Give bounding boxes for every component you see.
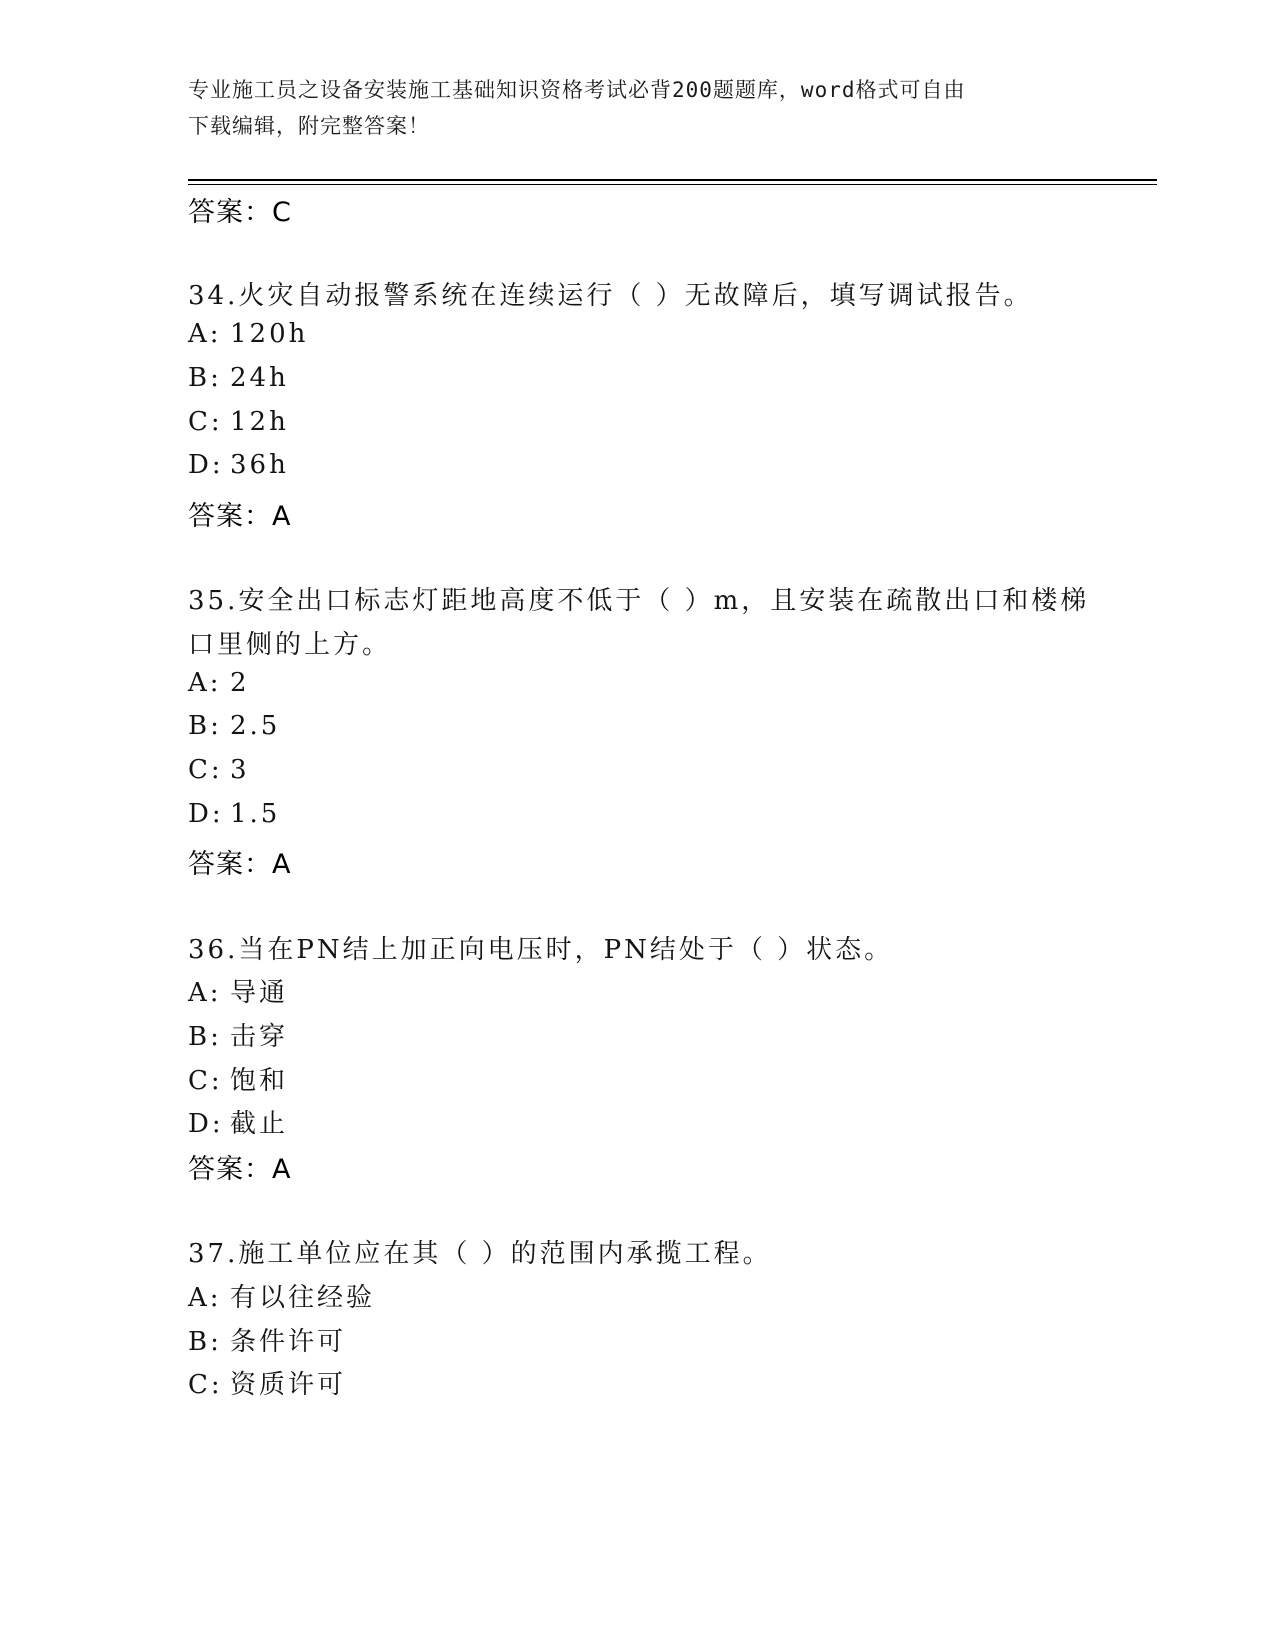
question-35-option-a: A: 2 bbox=[188, 668, 250, 698]
header-rule-thin bbox=[188, 184, 1157, 185]
question-35-stem-line-1: 35.安全出口标志灯距地高度不低于（ ）m，且安装在疏散出口和楼梯 bbox=[188, 586, 1090, 616]
question-34-option-b: B: 24h bbox=[188, 363, 289, 393]
question-36-stem: 36.当在PN结上加正向电压时，PN结处于（ ）状态。 bbox=[188, 935, 894, 965]
question-36-option-c: C: 饱和 bbox=[188, 1066, 289, 1096]
question-35-option-b: B: 2.5 bbox=[188, 711, 281, 741]
question-35-option-c: C: 3 bbox=[188, 755, 250, 785]
question-36-option-d: D: 截止 bbox=[188, 1109, 289, 1139]
question-34-stem: 34.火灾自动报警系统在连续运行（ ）无故障后，填写调试报告。 bbox=[188, 281, 1033, 311]
previous-answer: 答案：C bbox=[188, 197, 292, 228]
question-36-option-b: B: 击穿 bbox=[188, 1022, 289, 1052]
question-37-option-a: A: 有以往经验 bbox=[188, 1283, 376, 1313]
question-34-answer: 答案：A bbox=[188, 501, 292, 532]
question-34-option-c: C: 12h bbox=[188, 407, 289, 437]
question-35-stem-line-2: 口里侧的上方。 bbox=[188, 630, 392, 660]
header-rule-thick bbox=[188, 179, 1157, 181]
question-35-option-d: D: 1.5 bbox=[188, 799, 281, 829]
question-34-option-d: D: 36h bbox=[188, 450, 289, 480]
question-35-answer: 答案：A bbox=[188, 849, 292, 880]
question-34-option-a: A: 120h bbox=[188, 319, 309, 349]
header-line-2: 下载编辑，附完整答案！ bbox=[188, 114, 430, 138]
question-37-option-b: B: 条件许可 bbox=[188, 1327, 347, 1357]
question-36-answer: 答案：A bbox=[188, 1154, 292, 1185]
question-36-option-a: A: 导通 bbox=[188, 978, 289, 1008]
document-header bbox=[188, 72, 1068, 144]
header-line-1: 专业施工员之设备安装施工基础知识资格考试必背200题题库，word格式可自由 bbox=[188, 78, 966, 102]
question-37-option-c: C: 资质许可 bbox=[188, 1370, 347, 1400]
question-37-stem: 37.施工单位应在其（ ）的范围内承揽工程。 bbox=[188, 1239, 772, 1269]
